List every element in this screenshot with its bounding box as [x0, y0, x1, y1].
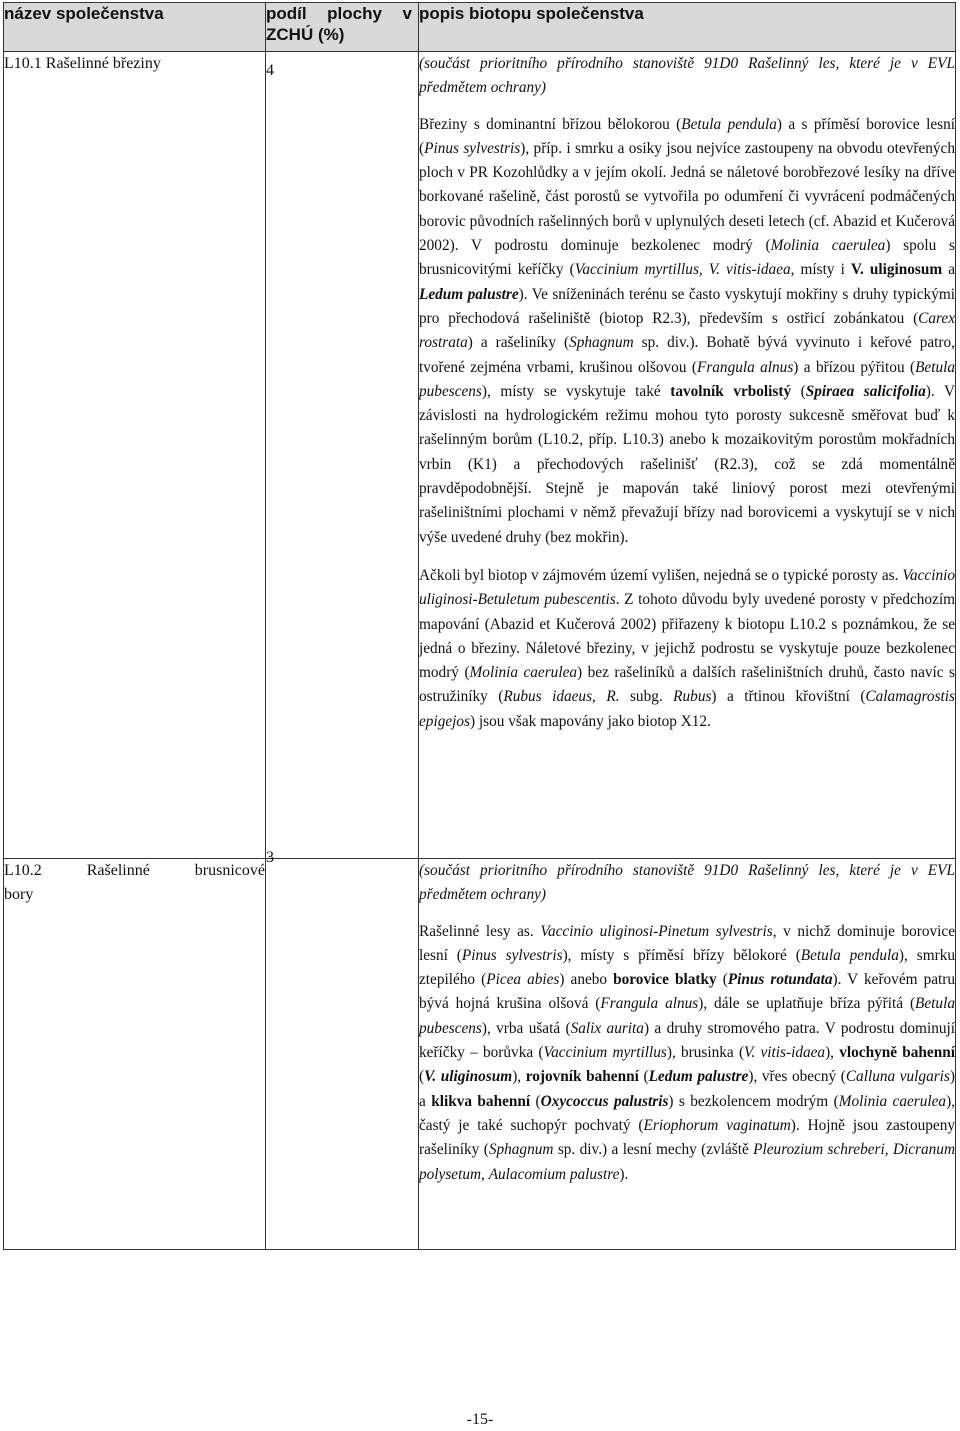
header-area-share: [266, 3, 419, 52]
protection-note: (součást prioritního přírodního stanoviště 91D0 Rašelinný les, které je v EVL předmětem ochrany): [419, 55, 955, 97]
table-header-row: [4, 3, 956, 52]
area-share-value: 4: [266, 62, 274, 79]
community-name-text: L10.1 Rašelinné březiny: [4, 55, 161, 72]
description-paragraph: Ačkoli byl biotop v zájmovém území vylišen, nejedná se o typické porosty as. Vaccinio uliginosi-Betuletum pubescentis. Z tohoto důvodu byly uvedené porosty v předchozím mapování (Abazid et Kučerová 2002) přiřazeny k biotopu L10.2 s poznámkou, že se jedná o březiny. Náletové březiny, v jejichž podrostu se vyskytuje pouze bezkolenec modrý (Molinia caerulea) bez rašeliníků a dalších rašeliništních druhů, často navíc s ostružiníky (Rubus idaeus, R. subg. Rubus) a třtinou křovištní (Calamagrostis epigejos) jsou však mapovány jako biotop X12.: [419, 566, 956, 730]
community-name-text: L10.2 Rašelinné brusnicové: [4, 862, 265, 879]
biotope-table: [3, 2, 956, 1250]
page-number: -15-: [466, 1411, 494, 1428]
community-name: [4, 859, 266, 1250]
description-paragraph: Březiny s dominantní břízou bělokorou (Betula pendula) a s příměsí borovice lesní (Pinus sylvestris), příp. i smrku a osiky jsou nejvíce zastoupeny na obvodu otevřených ploch v PR Kozohlůdky a v jejím okolí. Jedná se náletové borobřezové lesíky na dříve borkované rašelině, část porostů se vytvořila po odumření či vyvrácení podmáčených borovic původních rašelinných borů v uplynulých deseti letech (cf. Abazid et Kučerová 2002). V podrostu dominuje bezkolenec modrý (Molinia caerulea) spolu s brusnicovitými keříčky (Vaccinium myrtillus, V. vitis-idaea, místy i V. uliginosum a Ledum palustre). Ve sníženinách terénu se často vyskytují mokřiny s druhy typickými pro přechodová rašeliniště (biotop R2.3), především s ostřicí zobánkatou (Carex rostrata) a rašeliníky (Sphagnum sp. div.). Bohatě bývá vyvinuto i keřové patro, tvořené zejména vrbami, krušinou olšovou (Frangula alnus) a břízou pýřitou (Betula pubescens), místy se vyskytuje také tavolník vrbolistý (Spiraea salicifolia). V závislosti na hydrologickém režimu mohou tyto porosty sukcesně směřovat buď k rašelinným borům (L10.2, příp. L10.3) anebo k mozaikovitým porostům mokřadních vrbin (K1) a přechodových rašelinišť (R2.3), což se zdá momentálně pravděpodobnější. Stejně je mapován také liniový porost mezi otevřenými rašeliništními plochami v němž převažují břízy nad borovicemi a vyskytují se v nich výše uvedené druhy (bez mokřin).: [419, 115, 956, 546]
table-row: [4, 859, 956, 1250]
header-community-name: název společenstva: [4, 3, 266, 52]
header-area-share-line1: podíl plochy v: [266, 4, 412, 23]
biotope-description: [419, 859, 956, 1250]
community-name: [4, 52, 266, 859]
description-paragraph: Rašelinné lesy as. Vaccinio uliginosi-Pinetum sylvestris, v nichž dominuje borovice lesní (Pinus sylvestris), místy s příměsí břízy bělokoré (Betula pendula), smrku ztepilého (Picea abies) anebo borovice blatky (Pinus rotundata). V keřovém patru bývá hojná krušina olšová (Frangula alnus), dále se uplatňuje bříza pýřitá (Betula pubescens), vrba ušatá (Salix aurita) a druhy stromového patra. V podrostu dominují keříčky – borůvka (Vaccinium myrtillus), brusinka (V. vitis-idaea), vlochyně bahenní (V. uliginosum), rojovník bahenní (Ledum palustre), vřes obecný (Calluna vulgaris) a klikva bahenní (Oxycoccus palustris) s bezkolencem modrým (Molinia caerulea), častý je také suchopýr pochvatý (Eriophorum vaginatum). Hojně jsou zastoupeny rašeliníky (Sphagnum sp. div.) a lesní mechy (zvláště Pleurozium schreberi, Dicranum polysetum, Aulacomium palustre).: [419, 922, 956, 1183]
header-biotope-description: popis biotopu společenstva: [419, 3, 956, 52]
biotope-description: [419, 52, 956, 859]
table-row: [4, 52, 956, 859]
area-share: [266, 849, 419, 1250]
protection-note: (součást prioritního přírodního stanoviště 91D0 Rašelinný les, které je v EVL předmětem ochrany): [419, 862, 955, 904]
area-share-value: 3: [266, 849, 274, 866]
area-share: [266, 52, 419, 859]
header-area-share-line2: ZCHÚ (%): [266, 25, 345, 44]
community-name-text-cont: bory: [4, 886, 34, 903]
